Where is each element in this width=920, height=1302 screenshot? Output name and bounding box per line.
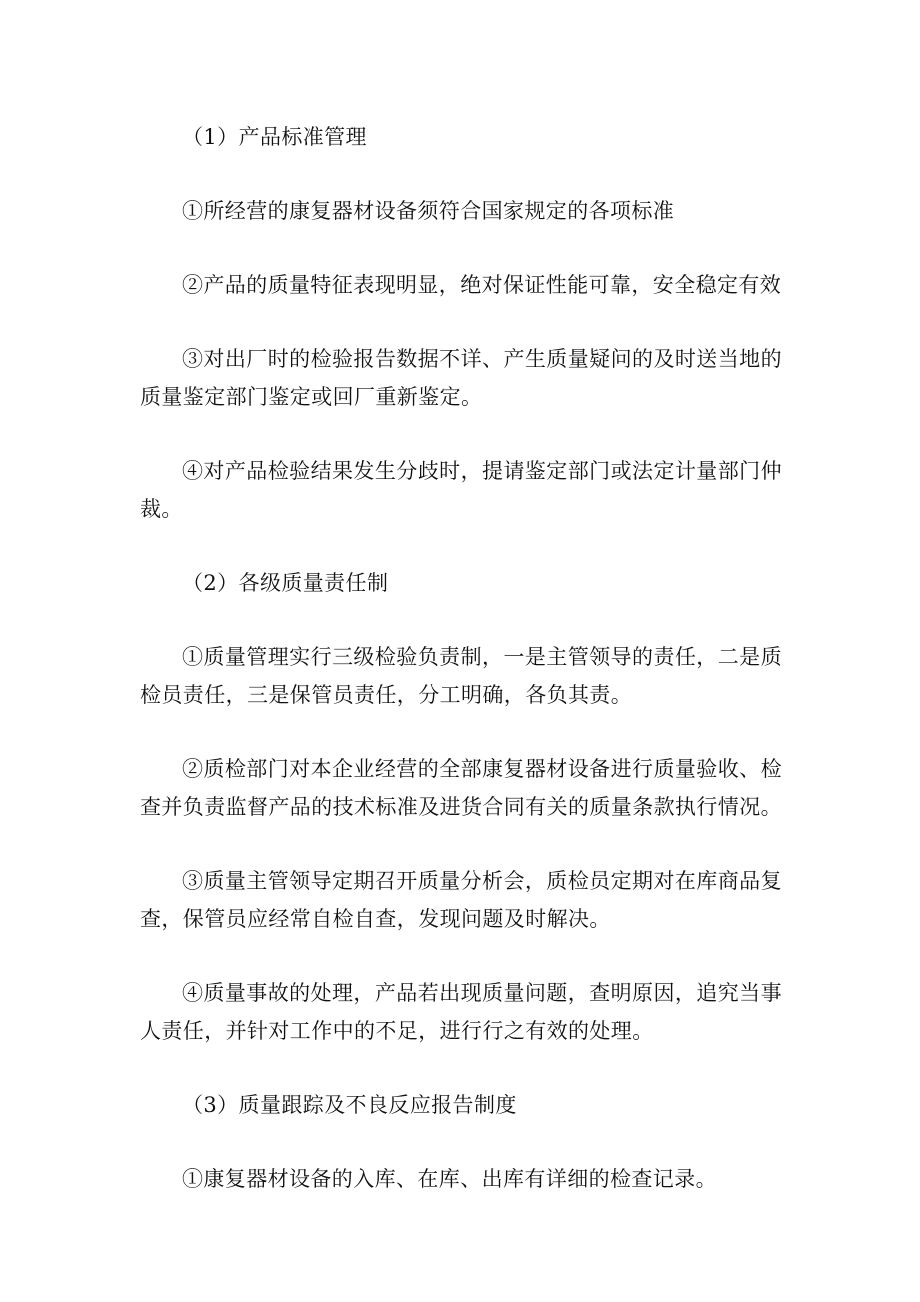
paragraph: ②质检部门对本企业经营的全部康复器材设备进行质量验收、检查并负责监督产品的技术标准及进货合同有关的质量条款执行情况。	[140, 757, 782, 819]
paragraph: ③对出厂时的检验报告数据不详、产生质量疑问的及时送当地的质量鉴定部门鉴定或回厂重新鉴定。	[140, 347, 782, 409]
paragraph: ①质量管理实行三级检验负责制，一是主管领导的责任，二是质检员责任，三是保管员责任，分工明确，各负其责。	[140, 645, 782, 707]
section-heading-quality-responsibility: （2）各级质量责任制	[182, 571, 389, 595]
paragraph: ①康复器材设备的入库、在库、出库有详细的检查记录。	[182, 1167, 717, 1191]
section-heading-quality-tracking: （3）质量跟踪及不良反应报告制度	[182, 1093, 517, 1117]
paragraph: ④对产品检验结果发生分歧时，提请鉴定部门或法定计量部门仲裁。	[140, 459, 782, 521]
paragraph: ③质量主管领导定期召开质量分析会，质检员定期对在库商品复查，保管员应经常自检自查，发现问题及时解决。	[140, 869, 782, 931]
paragraph: ②产品的质量特征表现明显，绝对保证性能可靠，安全稳定有效	[182, 273, 782, 297]
paragraph: ④质量事故的处理，产品若出现质量问题，查明原因，追究当事人责任，并针对工作中的不足，进行行之有效的处理。	[140, 981, 782, 1043]
section-heading-product-standard: （1）产品标准管理	[182, 125, 367, 149]
document-body	[140, 118, 782, 1234]
paragraph: ①所经营的康复器材设备须符合国家规定的各项标准	[182, 199, 675, 223]
